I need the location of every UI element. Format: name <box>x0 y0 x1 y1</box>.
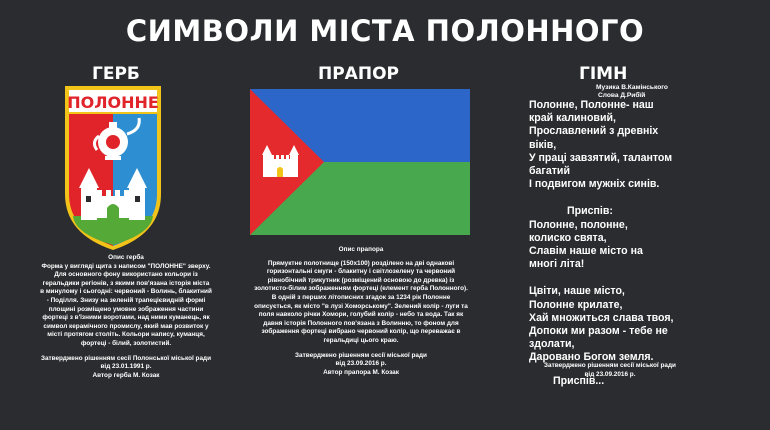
flag-approval: Затверджено рішенням сесії міської ради <box>295 351 427 359</box>
coat-of-arms-desc-title: Опис герба <box>108 254 144 261</box>
coat-of-arms-approval: Затверджено рішенням сесії Полонської міської ради від 23.01.1991 р. <box>40 354 212 371</box>
flag-heading: ПРАПОР <box>318 64 399 84</box>
shield-text: ПОЛОННЕ <box>67 93 159 112</box>
anthem-chorus-2: Приспів... <box>553 374 605 387</box>
coat-of-arms-description <box>40 254 212 380</box>
coat-of-arms-desc-text: Форма у вигляді щита з написом "ПОЛОННЕ" зверху. Для основного фону використано кольори із геральдики регіонів, з якими пов'язана історія міста в минулому і сьогодні: червоний - Волинь, блакитний - Поділля. Знизу на зеленій трапецієвидній формі площині розміщено умовне зображення частини фортеці з в'їзними воротами, над ними куманець, як символ керамічного промислу, який мав розвиток у місті протягом століть. Кольори напису, куманця, фортеці - білий, золотистий. <box>40 262 212 347</box>
anthem-verse-2: Цвіти, наше місто, Полонне крилате, Хай множиться слава твоя, Допоки ми разом - тебе не здолати, Даровано Богом земля. <box>529 285 674 364</box>
coat-of-arms-author: Автор герба М. Козак <box>92 371 160 379</box>
coat-of-arms-heading: ГЕРБ <box>92 64 140 84</box>
anthem-chorus: Приспів: Полонне, полонне, колиско свята, Славім наше місто на многі літа! <box>529 205 643 271</box>
flag-description <box>252 246 470 377</box>
flag-author: Автор прапора М. Козак <box>323 368 399 376</box>
anthem-music: Музика В.Камінського <box>596 84 668 91</box>
anthem-lyrics <box>529 99 729 398</box>
anthem-approval: Затверджено рішенням сесії міської ради від 23.09.2016 р. <box>544 362 676 378</box>
coat-of-arms-image <box>63 84 163 252</box>
flag-desc-text: Прямуктне полотнище (150х100) розділено на дві однакові горизонтальні смуги - блакитну і світлозелену та червоний рівнобічний трикутник (розміщений основою до древка) із золотисто-білим зображенням фортеці (елемент герба Полонного). В одній з перших літописних згадок за 1234 рік Полонне описується, як місто "в лузі Хоморському". Зелений колір - луги та поля навколо річки Хомори, голубий колір - небо та вода. Так як давня історія Полонного пов'язана з Волинню, то фоном для зображення фортеці вибрано червоний колір, що переважає в геральдиці цього краю. <box>254 259 468 344</box>
anthem-verse-1: Полонне, Полонне- наш край калиновий, Прославлений з древніх віків, У праці завзятий, талантом багатий І подвигом мужніх синів. <box>529 99 673 191</box>
anthem-credits <box>596 84 668 100</box>
anthem-words: Слова Д.Рибїй <box>598 92 646 99</box>
flag-desc-title: Опис прапора <box>338 246 384 253</box>
flag-image <box>250 89 470 235</box>
flag-approval-date: від 23.09.2016 р. <box>335 360 387 368</box>
chorus-label: Приспів: <box>567 205 613 218</box>
page-title: СИМВОЛИ МІСТА ПОЛОННОГО <box>125 14 645 48</box>
anthem-heading: ГІМН <box>579 64 628 84</box>
